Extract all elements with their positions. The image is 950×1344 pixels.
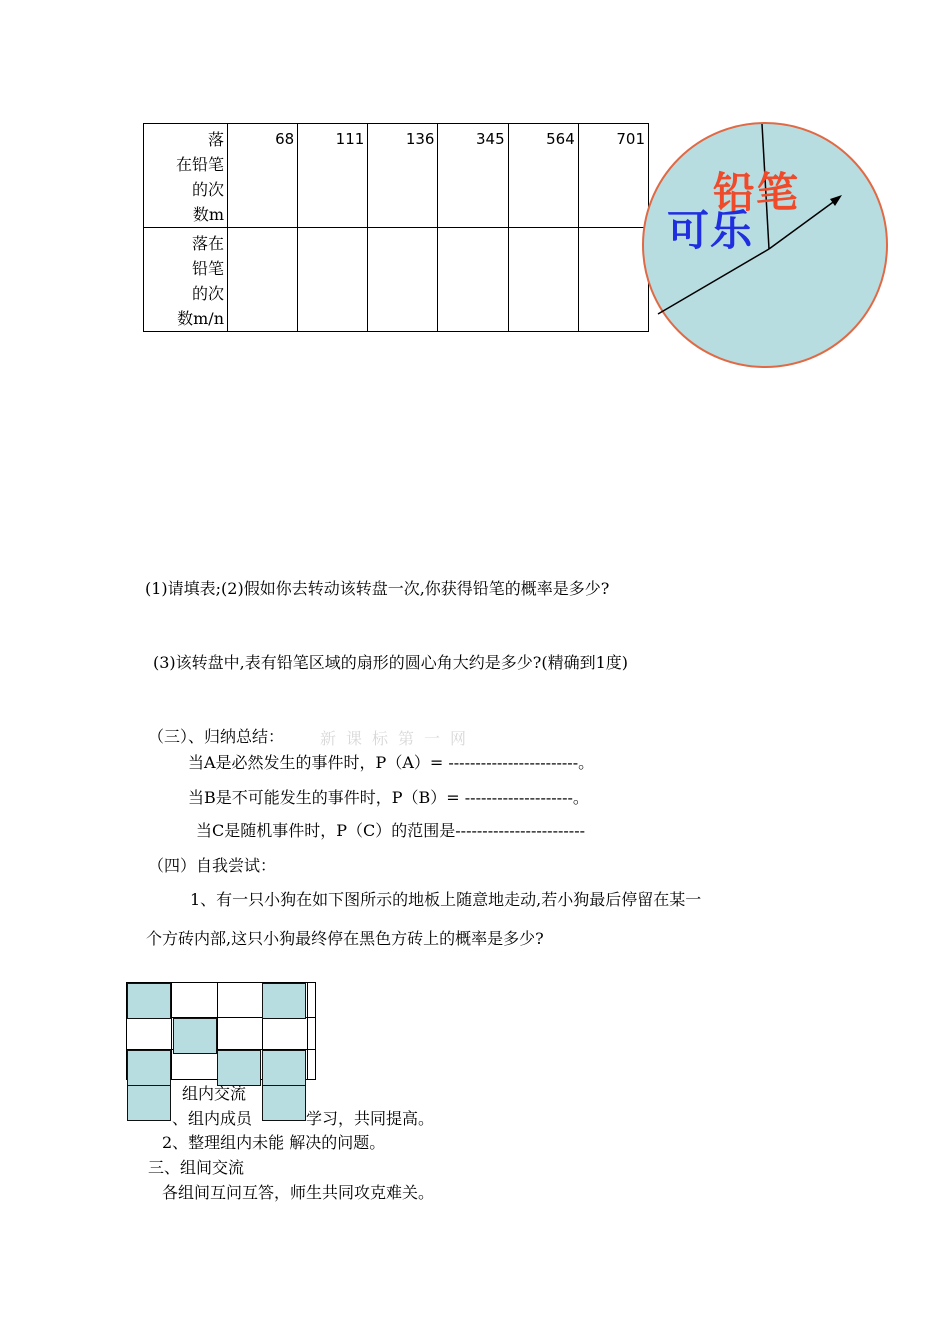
table-cell: 111 [298, 124, 368, 228]
row-header-line: 铅笔 [191, 259, 224, 278]
table-cell: 68 [228, 124, 298, 228]
group-item-1-suffix: 学习，共同提高。 [306, 1109, 435, 1128]
black-tile [262, 1050, 306, 1086]
black-tile [127, 1050, 171, 1086]
table-cell-empty[interactable] [438, 228, 508, 332]
summary-line-b: 当B是不可能发生的事件时，P（B）= --------------------。 [188, 788, 589, 807]
grid-line [171, 983, 172, 1079]
row-header-count [144, 124, 228, 228]
question-1-2: (1)请填表;(2)假如你去转动该转盘一次,你获得铅笔的概率是多少? [145, 579, 610, 598]
table-cell-empty[interactable] [508, 228, 578, 332]
group-inter-text: 各组间互问互答，师生共同攻克难关。 [162, 1183, 435, 1202]
table-cell: 136 [368, 124, 438, 228]
row-header-line: 落在 [191, 234, 224, 253]
question-3: (3)该转盘中,表有铅笔区域的扇形的圆心角大约是多少?(精确到1度) [153, 653, 628, 672]
table-cell: 564 [508, 124, 578, 228]
self-test-problem-line2: 个方砖内部,这只小狗最终停在黑色方砖上的概率是多少? [146, 929, 544, 948]
black-tile [262, 983, 306, 1019]
frequency-table [143, 123, 649, 332]
black-tile [262, 1085, 306, 1121]
black-tile [127, 1085, 171, 1121]
self-test-problem-line1: 1、有一只小狗在如下图所示的地板上随意地走动,若小狗最后停留在某一 [190, 890, 702, 909]
row-header-frequency [144, 228, 228, 332]
spinner-label-pencil: 铅笔 [713, 168, 800, 217]
group-item-1-prefix: 、组内成员 [172, 1109, 253, 1128]
black-tile [127, 983, 171, 1019]
group-inter-heading: 三、组间交流 [148, 1158, 245, 1177]
black-tile [173, 1018, 217, 1054]
row-header-line: 数m [192, 205, 224, 224]
row-header-line: 数m/n [177, 309, 224, 328]
row-header-line: 的次 [191, 180, 224, 199]
grid-line [307, 983, 308, 1079]
table-cell-empty[interactable] [228, 228, 298, 332]
group-inner-heading: 组内交流 [182, 1084, 247, 1103]
self-test-heading: （四）自我尝试： [148, 856, 277, 875]
table-row [144, 124, 649, 228]
row-header-line: 的次 [191, 284, 224, 303]
watermark: 新课标第一网 [320, 729, 477, 748]
row-header-line: 落 [207, 130, 224, 149]
table-cell-empty[interactable] [578, 228, 648, 332]
group-item-2: 2、整理组内未能 解决的问题。 [162, 1133, 386, 1152]
summary-line-c: 当C是随机事件时，P（C）的范围是------------------------ [196, 821, 586, 840]
table-cell: 701 [578, 124, 648, 228]
summary-line-a: 当A是必然发生的事件时，P（A）= ------------------------。 [188, 753, 595, 772]
summary-heading: （三）、归纳总结： [148, 727, 285, 746]
row-header-line: 在铅笔 [175, 155, 224, 174]
spinner-label-cola: 可乐 [667, 206, 754, 255]
black-tile [217, 1050, 261, 1086]
table-cell: 345 [438, 124, 508, 228]
table-cell-empty[interactable] [368, 228, 438, 332]
table-cell-empty[interactable] [298, 228, 368, 332]
table-row [144, 228, 649, 332]
